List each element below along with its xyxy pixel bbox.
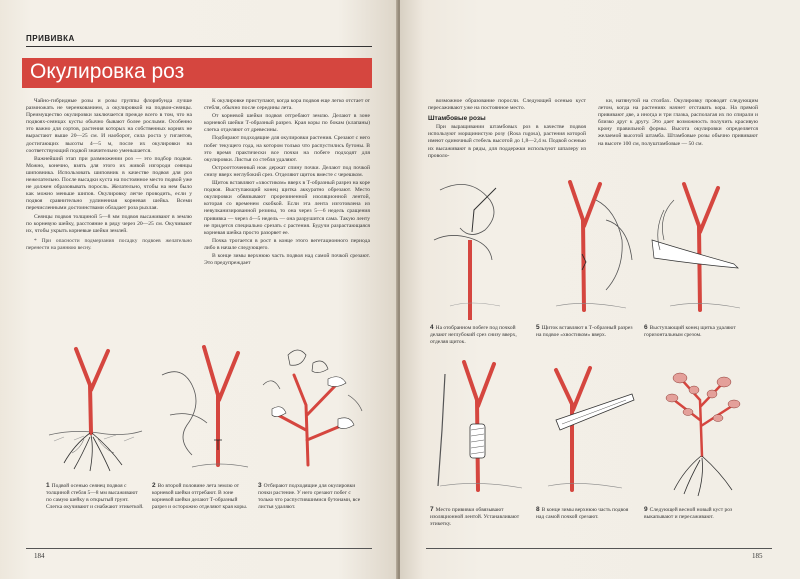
caption-8 (536, 506, 636, 521)
illustration-step-2 (152, 345, 252, 475)
footnote: * При опасности подмерзания посадку подвоев желательно перенести на раннюю весну. (26, 237, 192, 251)
footer-rule (426, 548, 772, 549)
caption-text: Место прививки обвязывают изоляционной лентой. Устанавливают этикетку. (430, 507, 520, 527)
caption-number: 1 (46, 482, 50, 489)
caption-number: 6 (644, 324, 648, 331)
paragraph: Почка трогается в рост в конце этого вегетационного периода либо в начале следующего. (204, 237, 370, 251)
footer-rule (26, 548, 372, 549)
paragraph: Сеянцы подвоя толщиной 5—8 мм подвоя высаживают в землю по корневую шейку, расстояние в ряду через 20—25 см. Окучивают их, чтобы укрыть корневые шейки землей. (26, 213, 192, 234)
caption-number: 5 (536, 324, 540, 331)
illustration-step-6 (644, 180, 754, 320)
caption-3 (258, 482, 364, 511)
caption-text: Следующей весной новый куст роз выкапывают и пересаживают. (644, 507, 733, 520)
paragraph: От корневой шейки подвоя отгребают землю. Делают в зоне корневой шейки Т-образный разрез. Края коры по бокам (клапаны) слегка отделяют от древесины. (204, 113, 370, 134)
paragraph: В конце зимы верхнюю часть подвоя над самой почкой срезают. Это предупреждает (204, 252, 370, 267)
page-number-left: 184 (34, 552, 45, 560)
illustration-step-8 (536, 360, 636, 500)
caption-2 (152, 482, 252, 511)
illustration-step-5 (536, 180, 636, 320)
paragraph: Щиток вставляют «хвостиком» вверх в Т-образный разрез на коре подвоя. Выступающий конец щитка аккуратно обрезают. Место окулировки обвязывают прорезиненной изоляционной лентой, которая со временем скобкой. Если эта лента изготовлена из невулканизированной резины, то она через 5—6 недель сращения прививка — через 4—5 недель — она разрушится сама. Такую ленту не придется специально срезать с растения. Будучи разрастающаяся корневая шейка просто разорвет ее. (204, 180, 370, 236)
paragraph: Остроотточенный нож держат спину почки. Делают под почкой снизу вверх неглубокий срез. Отделяют щиток вместе с черешком. (204, 164, 370, 178)
section-label: ПРИВИВКА (26, 34, 75, 43)
caption-number: 2 (152, 482, 156, 489)
text-column-1 (26, 98, 192, 253)
caption-number: 4 (430, 324, 434, 331)
subheading: Штамбовые розы (428, 115, 486, 123)
caption-6 (644, 324, 750, 339)
caption-number: 7 (430, 506, 434, 513)
illustration-step-9 (644, 360, 754, 500)
paragraph: Важнейший этап при размножении роз — это подбор подвоя. Можно, конечно, взять для этого их живой изгороди сеянцы шиповника. Использовать шиповник в качестве подвоя для роз нежелательно. После высадки куста на постоянное место подвой уже не должен образовывать поросль. Желательно, чтобы на нем было как можно меньше шипов. Окулировку легче проводить, если у подвоя сравнительно удлиненная корневая шейка. Всеми перечисленными достоинствами обладает роза рыхлая. (26, 155, 192, 212)
caption-9 (644, 506, 750, 521)
caption-number: 9 (644, 506, 648, 513)
caption-4 (430, 324, 530, 346)
caption-text: На отобранном побеге под почкой делают неглубокий срез снизу вверх, отделяя щиток. (430, 325, 517, 345)
paragraph: Подбирают подходящие для окулировки растения. Срезают с него побег текущего года, на котором только что распустились бутоны. В это время практически все почки на побеге подходят для окулировки. Листья со стебля удаляют. (204, 135, 370, 163)
page-title: Окулировка роз (30, 60, 185, 83)
caption-number: 3 (258, 482, 262, 489)
page-number-right: 185 (752, 552, 763, 560)
caption-text: Подвой осенью сеянец подвоя с толщиной стебля 5—8 мм высаживают по самую шейку в открытый грунт. Слегка окучивают и снабжают этикеткой. (46, 483, 144, 510)
text-column-2 (204, 98, 370, 268)
caption-text: В конце зимы верхнюю часть подвоя над самой почкой срезают. (536, 507, 629, 520)
caption-number: 8 (536, 506, 540, 513)
paragraph: При выращивании штамбовых роз в качестве подвоя используют морщинистую розу (Rosa rugosa), растения которой имеют одиночный стебель высотой до 1,8—2,4 м. Подвой осенью их высаживают в ряды, для поддержки используют шпалеру из проволо- (428, 124, 586, 159)
illustration-step-1 (44, 345, 144, 475)
caption-text: Во второй половине лета землю от корневой шейки отгребают. В зоне корневой шейки делают Т-образный разрез и осторожно отделяют края коры. (152, 483, 248, 510)
paragraph: ки, натянутой на столбах. Окулировку проводят следующим летом, когда на растениях начнет отставать кора. На прямой прививают две, а иногда и три глазка, располагая их по спирали и близко друг к другу. Это дает возможность получить красивую крону правильной формы. Высота окулировки определяется желаемой высотой штамба. Штамбовые розы обычно прививают на высоте 100 см, полуштамбовые — 50 см. (598, 98, 758, 147)
paragraph: возможное образование поросли. Следующей осенью куст пересаживают уже на постоянное место. (428, 98, 586, 112)
right-page (400, 0, 800, 579)
paragraph: К окулировке приступают, когда кора подвоя еще легко отстает от стебля, обычно после середины лета. (204, 98, 370, 112)
left-page (0, 0, 398, 579)
caption-text: Выступающий конец щитка удаляют горизонтальным срезом. (644, 325, 736, 338)
illustration-step-4 (430, 180, 530, 320)
illustration-step-7 (430, 360, 530, 500)
header-rule (26, 46, 372, 47)
caption-text: Щиток вставляют в Т-образный разрез на подвое «хвостиком» вверх. (536, 325, 633, 338)
caption-5 (536, 324, 636, 339)
caption-text: Отбирают подходящие для окулировки почки растение. У него срезают побег с только что распустившимися бутонами, все листья удаляют. (258, 483, 361, 510)
text-column-3 (428, 98, 586, 161)
caption-7 (430, 506, 530, 528)
paragraph: Чайно-гибридные розы и розы группы флорибунда лучше размножать не черенкованием, а окулировкой на подвои-сеянцы. Преимущество окулировки заключается прежде всего в том, что на подвоях-сеянцах кусты обычно бывают более рослыми. Особенно это важно для сортов, растения которых на собственных корнях не вырастают выше 20—25 см. И наоборот, сила роста у гигантов, достигающих высоты 4—5 м, после их окулировки на соответствующий подвой значительно уменьшается. (26, 98, 192, 154)
text-column-4 (598, 98, 758, 149)
caption-1 (46, 482, 144, 511)
illustration-step-3 (258, 345, 368, 475)
